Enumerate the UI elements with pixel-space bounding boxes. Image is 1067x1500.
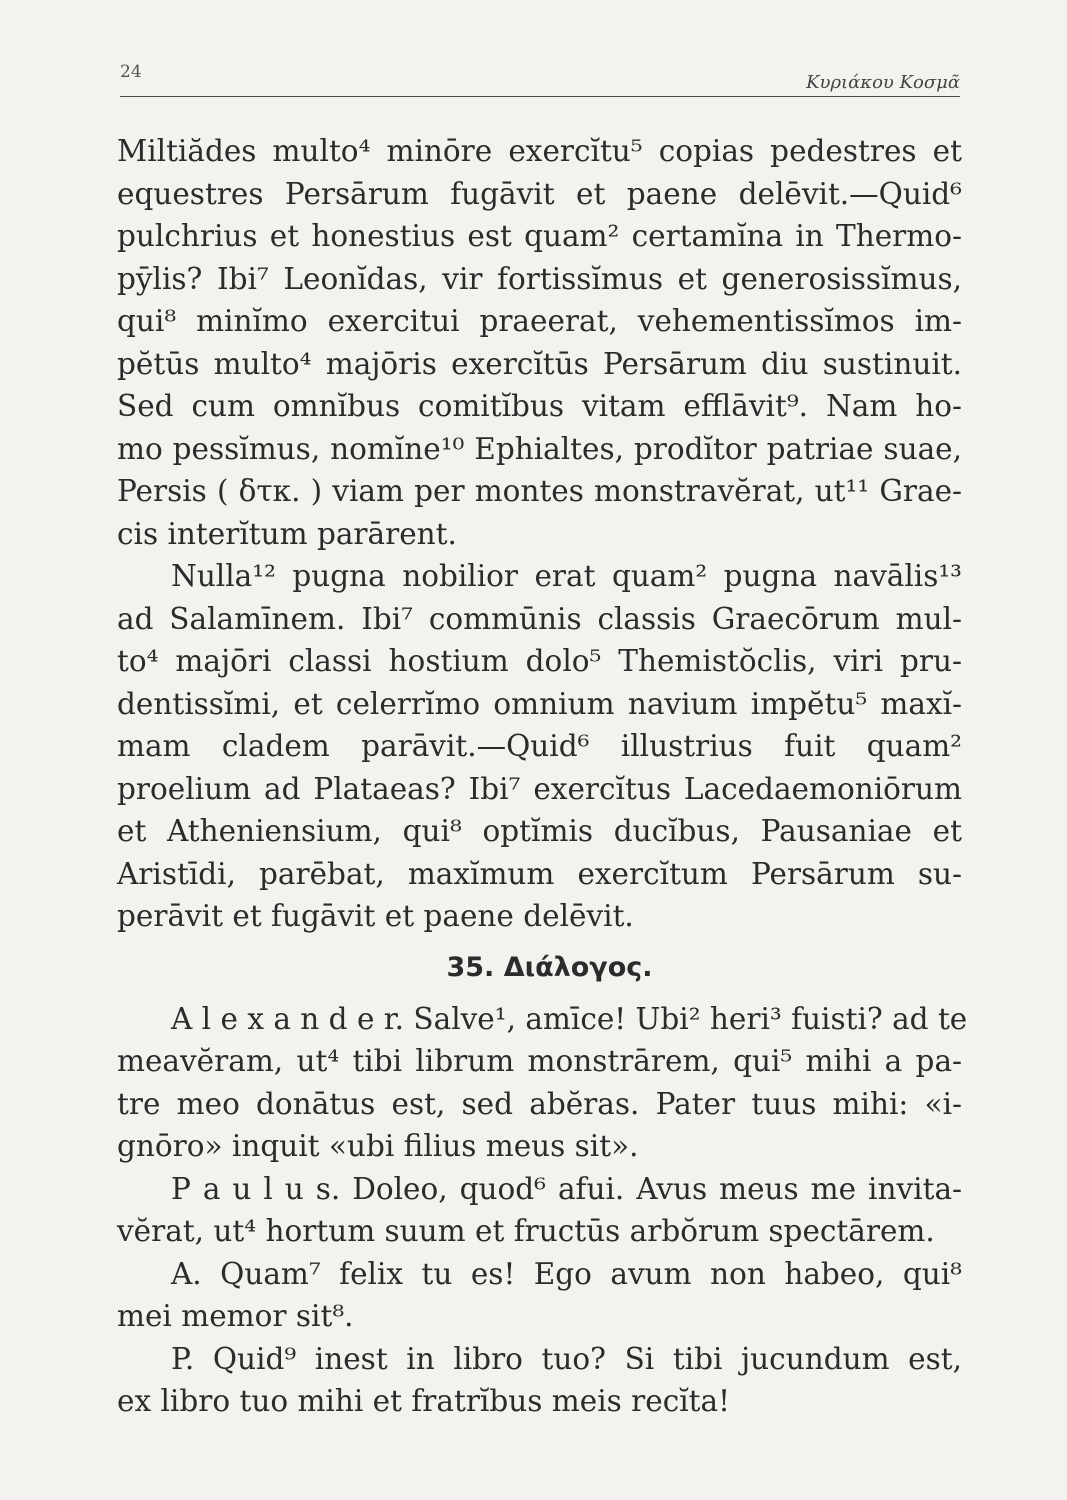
paragraph	[117, 130, 962, 555]
text-line: Persis ( δτκ. ) viam per montes monstravĕrat, ut¹¹ Grae-	[117, 474, 962, 508]
running-head: Κυριάκου Κοσμᾶ	[806, 72, 960, 93]
text-line: cis interĭtum parārent.	[117, 516, 457, 551]
text-line: mam cladem parāvit.—Quid⁶ illustrius fuit quam²	[117, 729, 962, 763]
text-line: ex libro tuo mihi et fratrĭbus meis recĭta!	[117, 1384, 730, 1418]
text-line: ad Salamīnem. Ibi⁷ commūnis classis Graecōrum mul-	[117, 601, 962, 636]
text-line: mo pessĭmus, nomĭne¹⁰ Ephialtes, prodĭtor patriae suae,	[117, 431, 962, 466]
page-body	[117, 130, 968, 1423]
text-line: P a u l u s. Doleo, quod⁶ afui. Avus meus me invita-	[171, 1171, 962, 1206]
text-line: pulchrius et honestius est quam² certamĭna in Thermo-	[117, 219, 962, 253]
text-line: meavĕram, ut⁴ tibi librum monstrārem, qui⁵ mihi a pa-	[117, 1044, 962, 1078]
text-line: tre meo donātus est, sed abĕras. Pater tuus mihi: «i-	[117, 1086, 962, 1121]
text-line: A l e x a n d e r. Salve¹, amīce! Ubi² heri³ fuisti? ad te	[171, 1001, 968, 1036]
text-line: proelium ad Plataeas? Ibi⁷ exercĭtus Lacedaemoniōrum	[117, 771, 962, 806]
text-line: gnōro» inquit «ubi filius meus sit».	[117, 1129, 639, 1163]
text-line: P. Quid⁹ inest in libro tuo? Si tibi jucundum est,	[171, 1341, 962, 1376]
text-line: pĕtūs multo⁴ majōris exercĭtūs Persārum diu sustinuit.	[117, 346, 962, 381]
paragraph	[117, 555, 962, 938]
text-line: A. Quam⁷ felix tu es! Ego avum non habeo, qui⁸	[171, 1256, 962, 1291]
text-line: Nulla¹² pugna nobilior erat quam² pugna navālis¹³	[171, 559, 962, 593]
text-line: equestres Persārum fugāvit et paene delēvit.—Quid⁶	[117, 176, 962, 211]
text-line: qui⁸ minĭmo exercitui praeerat, vehementissĭmos im-	[117, 304, 962, 338]
dialogue-paragraph	[117, 1338, 962, 1423]
text-line: vĕrat, ut⁴ hortum suum et fructūs arbŏrum spectārem.	[117, 1214, 935, 1248]
dialogue-paragraph	[117, 1253, 962, 1338]
page-header	[120, 62, 960, 97]
text-line: mei memor sit⁸.	[117, 1299, 354, 1333]
text-line: perāvit et fugāvit et paene delēvit.	[117, 899, 634, 933]
text-line: et Atheniensium, qui⁸ optĭmis ducĭbus, Pausaniae et	[117, 814, 962, 848]
dialogue-paragraph	[117, 1168, 962, 1253]
text-line: dentissĭmi, et celerrĭmo omnium navium impĕtu⁵ maxĭ-	[117, 686, 962, 721]
section-heading: 35. Διάλογος.	[446, 951, 653, 983]
text-line: Aristīdi, parēbat, maxĭmum exercĭtum Persārum su-	[117, 856, 962, 891]
page-number: 24	[120, 62, 142, 82]
text-line: pȳlis? Ibi⁷ Leonĭdas, vir fortissĭmus et generosissĭmus,	[117, 261, 962, 296]
text-line: Miltiădes multo⁴ minōre exercĭtu⁵ copias pedestres et	[117, 134, 962, 168]
text-line: Sed cum omnĭbus comitĭbus vitam efflāvit⁹. Nam ho-	[117, 389, 962, 423]
text-line: to⁴ majōri classi hostium dolo⁵ Themistŏclis, viri pru-	[117, 644, 962, 678]
dialogue-paragraph	[117, 998, 968, 1168]
